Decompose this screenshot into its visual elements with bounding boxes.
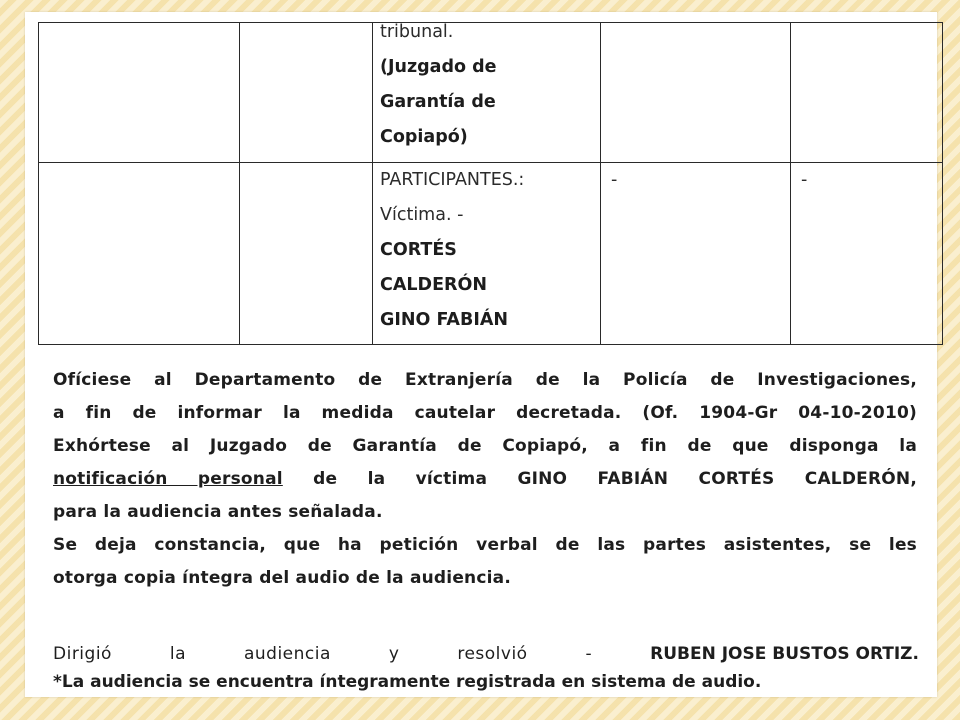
signature-word: resolvió — [457, 644, 528, 664]
paragraph-line: Exhórtese al Juzgado de Garantía de Copiapó, a fin de que disponga la — [53, 436, 917, 456]
cell-text: CORTÉS — [380, 240, 457, 260]
signature-block — [53, 640, 919, 696]
cell-text: tribunal. — [380, 22, 454, 42]
signature-line — [53, 640, 919, 668]
cell-text: CALDERÓN — [380, 275, 488, 295]
table-row — [39, 23, 943, 163]
signature-word: la — [169, 644, 187, 664]
table-cell — [39, 163, 240, 345]
paragraph-line: para la audiencia antes señalada. — [53, 502, 383, 522]
resolution-text — [53, 364, 917, 595]
cell-text: (Juzgado de — [380, 57, 497, 77]
court-cell — [373, 23, 601, 163]
paragraph-line: Ofíciese al Departamento de Extranjería de la Policía de Investigaciones, — [53, 370, 917, 390]
hearing-table — [38, 22, 943, 345]
table-cell — [791, 163, 943, 345]
cell-text: Garantía de — [380, 92, 496, 112]
cell-text: PARTICIPANTES.: — [380, 170, 525, 190]
signature-word: audiencia — [243, 644, 331, 664]
paragraph-line: Se deja constancia, que ha petición verbal de las partes asistentes, se les — [53, 535, 917, 555]
signature-word: Dirigió — [53, 644, 112, 664]
cell-text: Víctima. - — [380, 205, 464, 225]
table-cell — [791, 23, 943, 163]
cell-dash: - — [801, 170, 808, 190]
document-page — [25, 12, 937, 697]
table-cell — [39, 23, 240, 163]
table-cell — [240, 23, 373, 163]
paragraph-line: otorga copia íntegra del audio de la audiencia. — [53, 568, 511, 588]
cell-text: GINO FABIÁN — [380, 310, 509, 330]
paragraph-fragment: de la víctima GINO FABIÁN CORTÉS CALDERÓN, — [313, 469, 917, 489]
paragraph-line — [53, 463, 917, 496]
audio-note: *La audiencia se encuentra íntegramente registrada en sistema de audio. — [53, 672, 762, 692]
paragraph-line: a fin de informar la medida cautelar decretada. (Of. 1904-Gr 04-10-2010) — [53, 403, 917, 423]
signature-word: y — [388, 644, 400, 664]
table-cell — [240, 163, 373, 345]
participants-cell — [373, 163, 601, 345]
table-cell — [601, 163, 791, 345]
cell-dash: - — [611, 170, 618, 190]
cell-text: Copiapó) — [380, 127, 468, 147]
underlined-text: notificación personal — [53, 469, 283, 489]
signature-word: - — [585, 644, 593, 664]
table-cell — [601, 23, 791, 163]
judge-name: RUBEN JOSE BUSTOS ORTIZ. — [650, 644, 919, 664]
table-row — [39, 163, 943, 345]
